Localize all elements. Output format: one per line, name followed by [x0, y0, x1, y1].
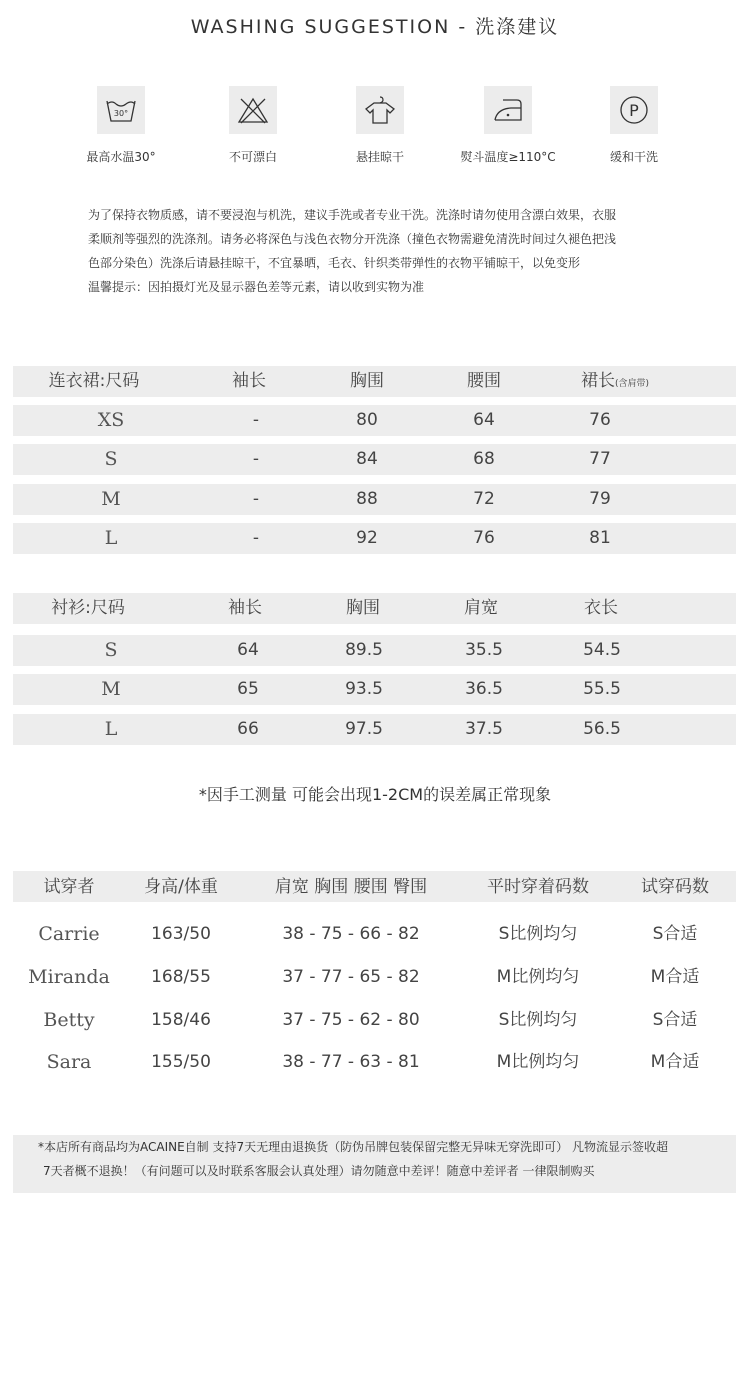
fit-header-model: 试穿者 [43, 877, 95, 897]
dress-header-length-label: 裙长 [580, 371, 615, 391]
care-item-iron [448, 86, 568, 165]
chest-cell: 97.5 [345, 719, 383, 739]
table-row [13, 961, 736, 993]
size-cell: L [104, 527, 118, 549]
model-name: Sara [46, 1051, 92, 1073]
waist-cell: 68 [473, 449, 495, 469]
wash-temp-badge: 30° [113, 109, 129, 118]
shoulder-cell: 37.5 [465, 719, 503, 739]
dry-clean-badge: P [629, 101, 639, 120]
no-bleach-icon [229, 86, 277, 134]
shirt-header-size: 衬衫:尺码 [51, 598, 125, 618]
care-item-wash [61, 86, 181, 165]
waist-cell: 76 [473, 528, 495, 548]
chest-cell: 92 [356, 528, 378, 548]
care-icons [0, 86, 750, 176]
fit-header-measurements: 肩宽 胸围 腰围 臀围 [274, 877, 428, 897]
dress-header-size: 连衣裙:尺码 [48, 371, 140, 391]
model-name: Miranda [28, 966, 110, 988]
table-row [13, 714, 736, 745]
sleeve-cell: 64 [237, 640, 259, 660]
care-text-line: 为了保持衣物质感，请不要浸泡与机洗，建议手洗或者专业干洗。洗涤时请勿使用含漂白效果，衣服 [88, 208, 617, 222]
length-cell: 77 [589, 449, 611, 469]
shirt-header-sleeve: 袖长 [228, 598, 262, 618]
trial-size-cell: S合适 [652, 924, 698, 944]
chest-cell: 88 [356, 489, 378, 509]
table-row [13, 674, 736, 705]
shirt-header-length: 衣长 [584, 598, 618, 618]
usual-size-cell: M比例均匀 [496, 1052, 580, 1072]
sleeve-cell: - [252, 410, 260, 430]
care-label-dryclean: 缓和干洗 [609, 150, 658, 164]
size-cell: M [101, 488, 121, 510]
height-weight-cell: 168/55 [151, 967, 211, 987]
sleeve-cell: - [252, 449, 260, 469]
shoulder-cell: 36.5 [465, 679, 503, 699]
size-cell: S [104, 639, 118, 661]
waist-cell: 72 [473, 489, 495, 509]
chest-cell: 93.5 [345, 679, 383, 699]
measurement-note: *因手工测量 可能会出现1-2CM的误差属正常现象 [198, 785, 552, 804]
sleeve-cell: 65 [237, 679, 259, 699]
care-text-line: 色部分染色）洗涤后请悬挂晾干，不宜暴晒，毛衣、针织类带弹性的衣物平铺晾干，以免变形 [88, 256, 581, 270]
chest-cell: 84 [356, 449, 378, 469]
size-cell: M [101, 678, 121, 700]
fit-header-height-weight: 身高/体重 [144, 877, 218, 897]
height-weight-cell: 155/50 [151, 1052, 211, 1072]
size-cell: L [104, 718, 118, 740]
dress-header-waist: 腰围 [467, 371, 501, 391]
usual-size-cell: M比例均匀 [496, 967, 580, 987]
care-item-hang [320, 86, 440, 165]
length-cell: 55.5 [583, 679, 621, 699]
dress-header-chest: 胸围 [350, 371, 384, 391]
size-cell: XS [97, 409, 125, 431]
table-row [13, 635, 736, 666]
trial-size-cell: S合适 [652, 1010, 698, 1030]
dress-header-length [535, 366, 695, 397]
store-disclaimer [13, 1135, 736, 1193]
shirt-header-chest: 胸围 [346, 598, 380, 618]
size-cell: S [104, 448, 118, 470]
length-cell: 81 [589, 528, 611, 548]
disclaimer-line: *本店所有商品均为ACAINE自制 支持7天无理由退换货（防伪吊牌包装保留完整无异味无穿洗即可） 凡物流显示签收超 [38, 1140, 668, 1154]
care-text-line: 柔顺剂等强烈的洗涤剂。请务必将深色与浅色衣物分开洗涤（撞色衣物需避免清洗时间过久褪色把浅 [88, 232, 617, 246]
table-row [13, 484, 736, 515]
fit-table-header [13, 871, 736, 902]
usual-size-cell: S比例均匀 [498, 1010, 578, 1030]
length-cell: 54.5 [583, 640, 621, 660]
height-weight-cell: 163/50 [151, 924, 211, 944]
measurements-cell: 38 - 77 - 63 - 81 [282, 1052, 420, 1072]
dress-header-length-note: (含肩带) [614, 379, 650, 389]
length-cell: 56.5 [583, 719, 621, 739]
model-name: Carrie [38, 923, 100, 945]
fit-header-trial-size: 试穿码数 [641, 877, 709, 897]
sleeve-cell: - [252, 489, 260, 509]
disclaimer-line: 7天者概不退换！（有问题可以及时联系客服会认真处理）请勿随意中差评！随意中差评者 一律限制购买 [43, 1164, 595, 1178]
sleeve-cell: - [252, 528, 260, 548]
table-row [13, 918, 736, 950]
height-weight-cell: 158/46 [151, 1010, 211, 1030]
usual-size-cell: S比例均匀 [498, 924, 578, 944]
care-text-line: 温馨提示：因拍摄灯光及显示器色差等元素，请以收到实物为准 [88, 280, 425, 294]
care-label-bleach: 不可漂白 [228, 150, 277, 164]
iron-icon [484, 86, 532, 134]
care-label-wash: 最高水温30° [86, 150, 156, 164]
trial-size-cell: M合适 [650, 1052, 700, 1072]
table-row [13, 444, 736, 475]
measurements-cell: 38 - 75 - 66 - 82 [282, 924, 420, 944]
table-row [13, 1046, 736, 1078]
care-item-dryclean [574, 86, 694, 165]
shirt-header-shoulder: 肩宽 [464, 598, 498, 618]
care-label-hang: 悬挂晾干 [355, 150, 404, 164]
page-title: WASHING SUGGESTION - 洗涤建议 [190, 16, 560, 38]
dress-table-header [13, 366, 736, 397]
chest-cell: 89.5 [345, 640, 383, 660]
measurements-cell: 37 - 77 - 65 - 82 [282, 967, 420, 987]
fit-header-usual-size: 平时穿着码数 [487, 877, 589, 897]
waist-cell: 64 [473, 410, 495, 430]
dry-clean-p-icon [610, 86, 658, 134]
length-cell: 79 [589, 489, 611, 509]
care-instructions [88, 203, 668, 299]
shirt-table-header [13, 593, 736, 624]
chest-cell: 80 [356, 410, 378, 430]
hang-dry-icon [356, 86, 404, 134]
wash-30-icon [97, 86, 145, 134]
shoulder-cell: 35.5 [465, 640, 503, 660]
model-name: Betty [43, 1009, 95, 1031]
sleeve-cell: 66 [237, 719, 259, 739]
dress-header-sleeve: 袖长 [232, 371, 266, 391]
table-row [13, 1004, 736, 1036]
care-item-bleach [193, 86, 313, 165]
length-cell: 76 [589, 410, 611, 430]
table-row [13, 405, 736, 436]
measurements-cell: 37 - 75 - 62 - 80 [282, 1010, 420, 1030]
table-row [13, 523, 736, 554]
trial-size-cell: M合适 [650, 967, 700, 987]
care-label-iron: 熨斗温度≥110°C [460, 150, 556, 164]
